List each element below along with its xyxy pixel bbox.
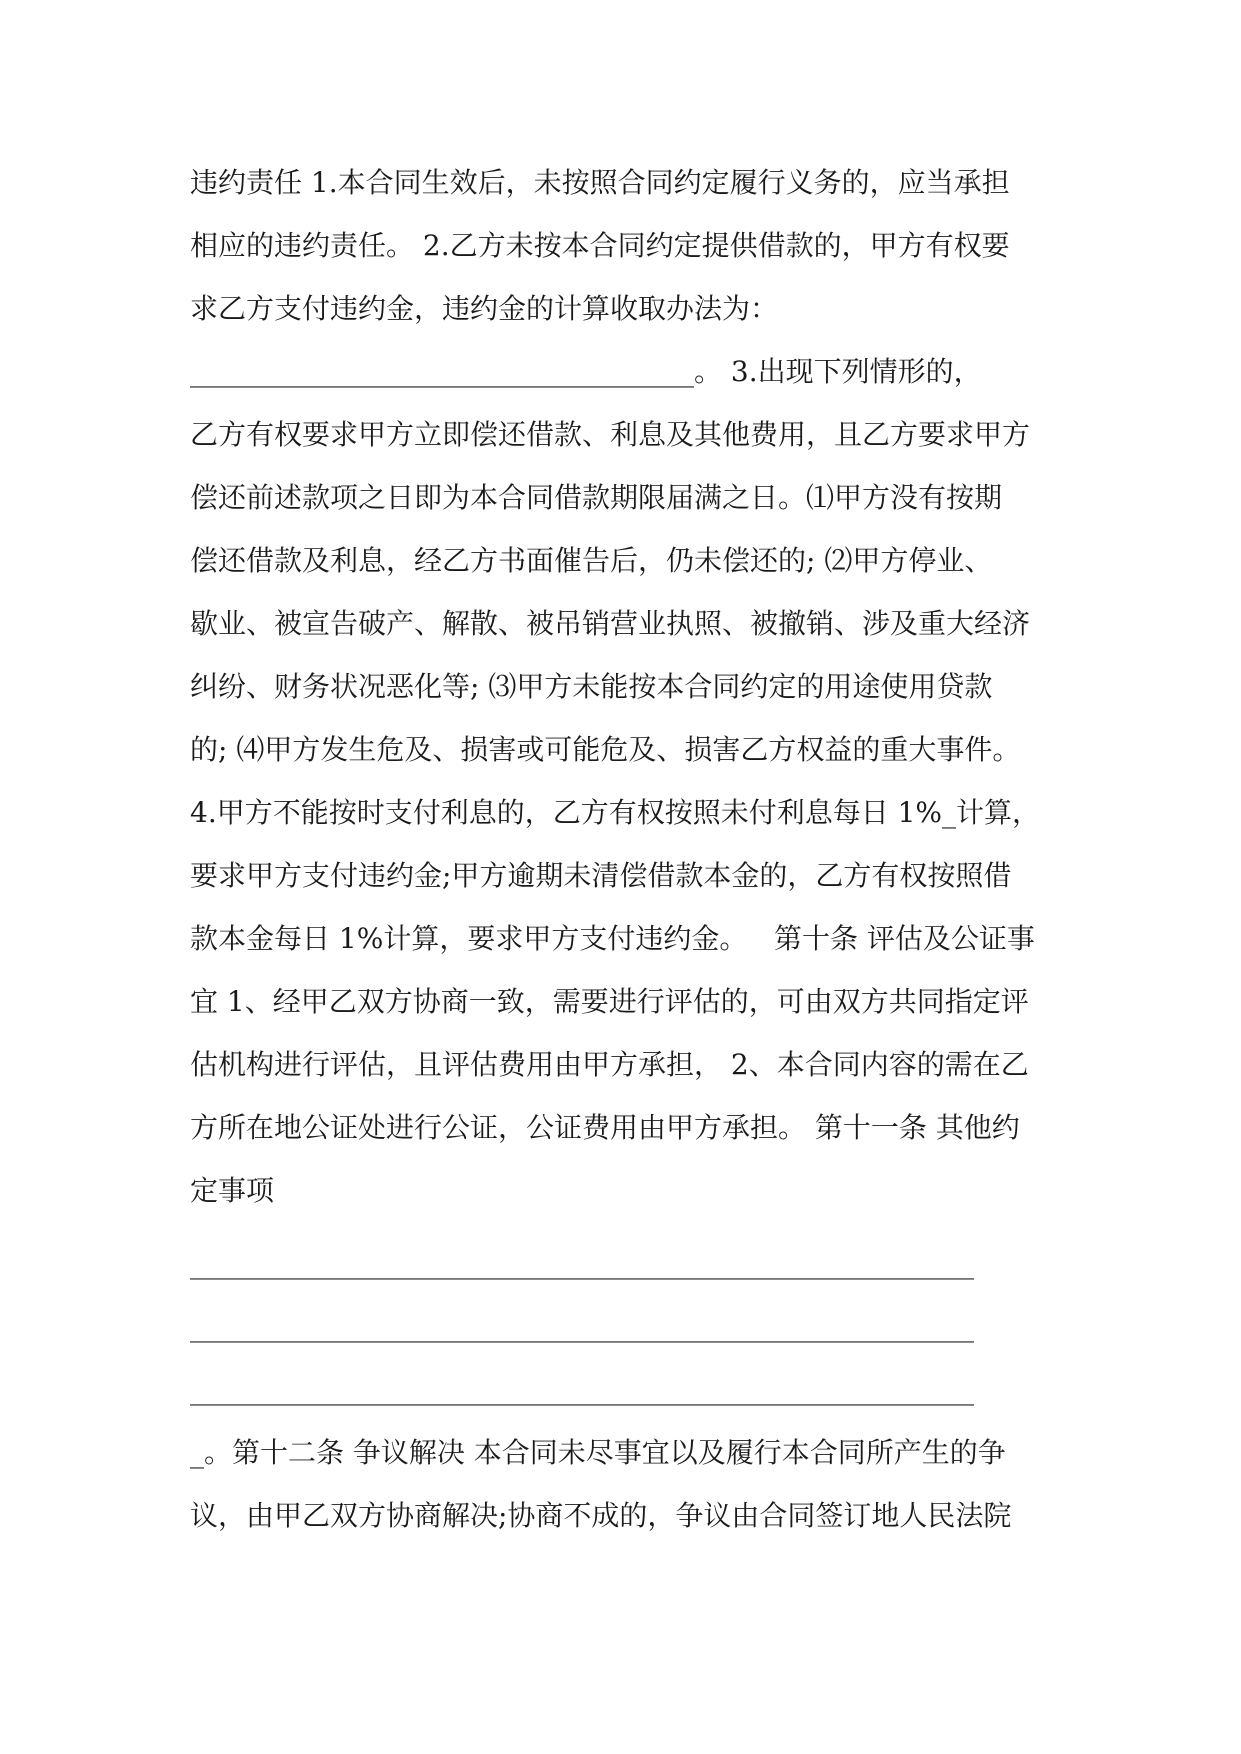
text-line: 求乙方支付违约金，违约金的计算收取办法为： [190,292,779,325]
text-line: 估机构进行评估，且评估费用由甲方承担， 2、本合同内容的需在乙 [190,1048,1029,1081]
text-line: ____________________________________。 3.出现下列情形的， [190,355,982,388]
text-line: _。第十二条 争议解决 本合同未尽事宜以及履行本合同所产生的争 [190,1436,1006,1469]
text-line: 方所在地公证处进行公证，公证费用由甲方承担。 第十一条 其他约 [190,1111,1020,1144]
text-line: 定事项 [190,1174,275,1207]
text-line: 偿还借款及利息，经乙方书面催告后，仍未偿还的; ⑵甲方停业、 [190,544,993,577]
text-line: 偿还前述款项之日即为本合同借款期限届满之日。⑴甲方没有按期 [190,481,1003,514]
blank-fill-line: ________________________________________________________ [190,1373,974,1406]
text-line: 乙方有权要求甲方立即偿还借款、利息及其他费用，且乙方要求甲方 [190,418,1031,451]
text-line: 议，由甲乙双方协商解决;协商不成的，争议由合同签订地人民法院 [190,1499,1012,1532]
text-line: 歇业、被宣告破产、解散、被吊销营业执照、被撤销、涉及重大经济 [190,607,1031,640]
text-line: 的; ⑷甲方发生危及、损害或可能危及、损害乙方权益的重大事件。 [190,733,1021,766]
blank-fill-line: ________________________________________________________ [190,1247,974,1280]
text-line: 要求甲方支付违约金;甲方逾期未清偿借款本金的，乙方有权按照借 [190,859,1012,892]
text-line: 款本金每日 1%计算，要求甲方支付违约金。 第十条 评估及公证事 [190,922,1035,955]
text-line: 违约责任 1.本合同生效后，未按照合同约定履行义务的，应当承担 [190,166,1010,199]
blank-fill-line: ________________________________________________________ [190,1310,974,1343]
text-line: 纠纷、财务状况恶化等; ⑶甲方未能按本合同约定的用途使用贷款 [190,670,993,703]
text-line: 宜 1、经甲乙双方协商一致，需要进行评估的，可由双方共同指定评 [190,985,1029,1018]
text-line: 4.甲方不能按时支付利息的，乙方有权按照未付利息每日 1%_计算， [190,796,1041,829]
text-line: 相应的违约责任。 2.乙方未按本合同约定提供借款的，甲方有权要 [190,229,1010,262]
